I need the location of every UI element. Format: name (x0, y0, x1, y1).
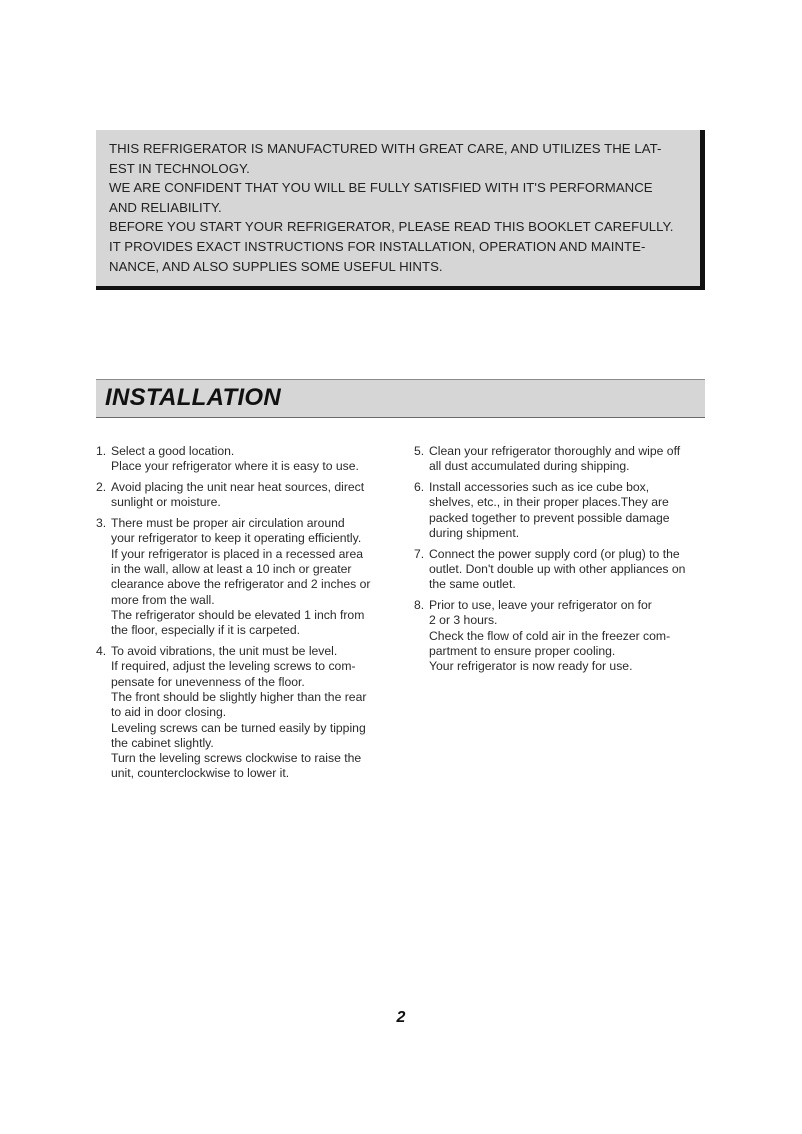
step-line: Your refrigerator is now ready for use. (429, 659, 633, 674)
step-line: more from the wall. (111, 592, 215, 607)
intro-notice-text (109, 139, 699, 276)
step-number: 8. (414, 598, 425, 613)
step-line: packed together to prevent possible damage (429, 510, 670, 525)
step-line: The front should be slightly higher than the rear (111, 689, 367, 704)
step-text (429, 598, 714, 674)
intro-notice-box (96, 130, 705, 290)
notice-line: AND RELIABILITY. (109, 199, 222, 215)
step-line: the same outlet. (429, 577, 516, 592)
step-line: Prior to use, leave your refrigerator on for (429, 598, 652, 613)
step-number: 2. (96, 480, 107, 495)
step-line: unit, counterclockwise to lower it. (111, 766, 290, 781)
step-line: The refrigerator should be elevated 1 inch from (111, 607, 365, 622)
step-line: Select a good location. (111, 444, 235, 458)
step-line: your refrigerator to keep it operating efficiently. (111, 531, 362, 546)
step-item-4 (96, 644, 396, 782)
step-text (111, 644, 396, 782)
step-line: outlet. Don't double up with other appliances on (429, 562, 686, 577)
step-item-8 (414, 598, 714, 674)
notice-line: BEFORE YOU START YOUR REFRIGERATOR, PLEASE READ THIS BOOKLET CAREFULLY. (109, 219, 674, 235)
step-number: 5. (414, 444, 425, 458)
step-line: partment to ensure proper cooling. (429, 644, 616, 659)
notice-line: WE ARE CONFIDENT THAT YOU WILL BE FULLY SATISFIED WITH IT'S PERFORMANCE (109, 180, 653, 196)
step-number: 1. (96, 444, 107, 458)
step-line: all dust accumulated during shipping. (429, 459, 630, 474)
step-text (111, 444, 396, 475)
notice-line: NANCE, AND ALSO SUPPLIES SOME USEFUL HINTS. (109, 258, 443, 274)
step-text (111, 516, 396, 638)
notice-line: THIS REFRIGERATOR IS MANUFACTURED WITH GREAT CARE, AND UTILIZES THE LAT- (109, 141, 662, 156)
step-line: to aid in door closing. (111, 705, 227, 720)
notice-line: IT PROVIDES EXACT INSTRUCTIONS FOR INSTALLATION, OPERATION AND MAINTE- (109, 238, 646, 254)
step-text (111, 480, 396, 511)
step-line: If your refrigerator is placed in a recessed area (111, 546, 363, 561)
step-line: Clean your refrigerator thoroughly and wipe off (429, 444, 681, 458)
step-line: the floor, especially if it is carpeted. (111, 623, 301, 638)
step-line: Leveling screws can be turned easily by tipping (111, 720, 366, 735)
step-line: pensate for unevenness of the floor. (111, 674, 305, 689)
steps-column-right (414, 444, 714, 680)
step-line: during shipment. (429, 525, 520, 540)
step-line: If required, adjust the leveling screws to com- (111, 659, 356, 674)
installation-section-header (96, 379, 705, 418)
notice-line: EST IN TECHNOLOGY. (109, 160, 250, 176)
step-text (429, 547, 714, 593)
step-line: Place your refrigerator where it is easy to use. (111, 459, 359, 474)
step-line: To avoid vibrations, the unit must be level. (111, 644, 338, 659)
step-line: 2 or 3 hours. (429, 613, 498, 628)
step-text (429, 480, 714, 541)
step-line: in the wall, allow at least a 10 inch or greater (111, 562, 352, 577)
step-number: 6. (414, 480, 425, 495)
step-line: Check the flow of cold air in the freezer com- (429, 628, 671, 643)
step-line: Connect the power supply cord (or plug) to the (429, 546, 680, 561)
step-number: 4. (96, 644, 107, 659)
step-line: sunlight or moisture. (111, 495, 221, 510)
step-item-3 (96, 516, 396, 638)
step-number: 7. (414, 546, 425, 561)
step-line: shelves, etc., in their proper places.They are (429, 495, 669, 510)
step-text (429, 444, 714, 475)
step-item-2 (96, 480, 396, 511)
steps-column-left (96, 444, 396, 787)
page-number: 2 (396, 1009, 406, 1026)
step-item-7 (414, 547, 714, 593)
step-item-6 (414, 480, 714, 541)
step-line: the cabinet slightly. (111, 735, 214, 750)
step-item-5 (414, 444, 714, 475)
step-item-1 (96, 444, 396, 475)
step-line: clearance above the refrigerator and 2 inches or (111, 577, 371, 592)
step-number: 3. (96, 516, 107, 531)
step-line: There must be proper air circulation around (111, 516, 345, 531)
step-line: Avoid placing the unit near heat sources, direct (111, 480, 365, 495)
step-line: Install accessories such as ice cube box, (429, 480, 650, 495)
section-title: INSTALLATION (105, 384, 282, 411)
step-line: Turn the leveling screws clockwise to raise the (111, 751, 362, 766)
